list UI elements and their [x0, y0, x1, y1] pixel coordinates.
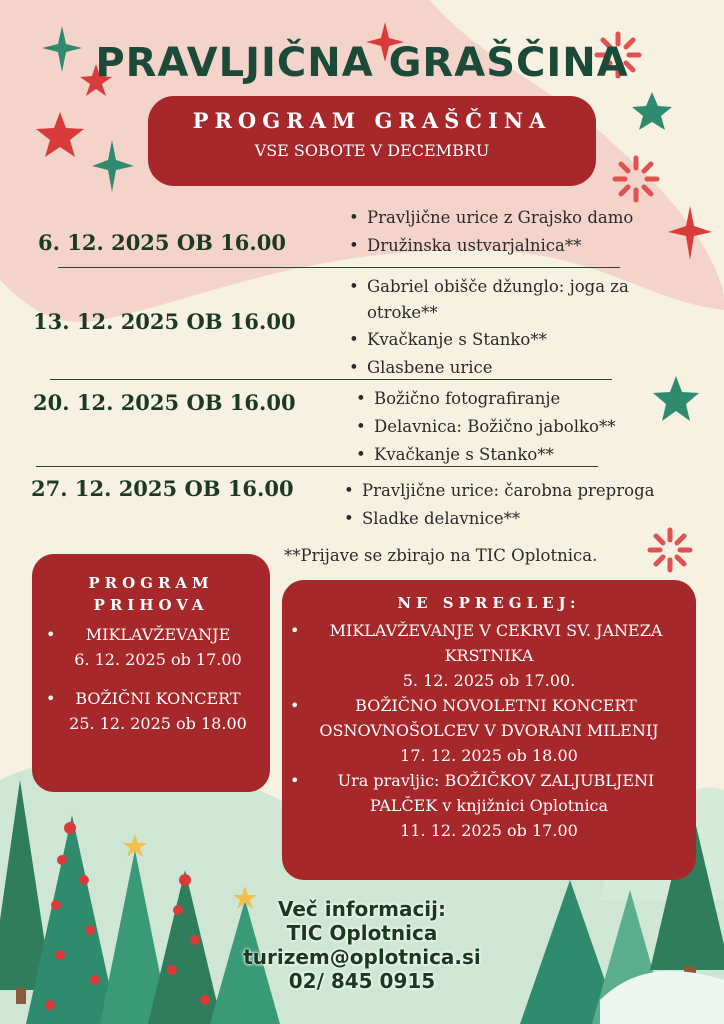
contact-info: [0, 897, 724, 993]
prihova-item: [46, 686, 256, 736]
ne-spreglej-item: [290, 768, 688, 843]
contact-email[interactable]: turizem@oplotnica.si: [243, 945, 481, 969]
prihova-heading-line2: PRIHOVA: [93, 596, 209, 614]
star-icon: [653, 376, 699, 421]
ne-spreglej-box: [282, 580, 696, 880]
schedule-items: [345, 274, 667, 382]
schedule-date: 13. 12. 2025 OB 16.00: [33, 309, 296, 334]
event-line: PALČEK v knjižnici Oplotnica: [369, 796, 609, 815]
banner-heading: PROGRAM GRAŠČINA: [192, 108, 552, 133]
schedule-date: 6. 12. 2025 OB 16.00: [38, 230, 286, 255]
divider: [50, 379, 612, 380]
schedule-items: [352, 385, 615, 469]
page-title: PRAVLJIČNA GRAŠČINA: [95, 40, 629, 86]
prihova-item: [46, 622, 256, 672]
event-line: 5. 12. 2025 ob 17.00.: [402, 671, 576, 690]
event-line: 17. 12. 2025 ob 18.00: [400, 746, 578, 765]
prihova-item-when: 25. 12. 2025 ob 18.00: [69, 714, 247, 733]
program-prihova-box: [32, 554, 270, 792]
ne-spreglej-list: [290, 618, 688, 843]
schedule-item: • Gabriel obišče džunglo: joga za otroke**: [367, 274, 667, 326]
schedule-date: 20. 12. 2025 OB 16.00: [33, 390, 296, 415]
program-banner: [148, 96, 596, 186]
schedule-item: • Božično fotografiranje: [374, 385, 615, 413]
divider: [36, 466, 598, 467]
schedule-item: • Pravljične urice z Grajsko damo: [367, 204, 633, 232]
contact-phone: 02/ 845 0915: [288, 969, 436, 993]
event-line: • BOŽIČNO NOVOLETNI KONCERT: [355, 696, 637, 715]
event-line: OSNOVNOŠOLCEV V DVORANI MILENIJ: [319, 721, 659, 740]
contact-line: Več informacij:: [277, 897, 447, 921]
schedule-items: [340, 477, 654, 533]
divider: [58, 267, 620, 268]
ne-spreglej-item: [290, 693, 688, 768]
registration-note: **Prijave se zbirajo na TIC Oplotnica.: [284, 546, 598, 565]
prihova-item-name: • MIKLAVŽEVANJE: [85, 625, 231, 644]
schedule-item: • Pravljične urice: čarobna preproga: [362, 477, 654, 505]
prihova-item-when: 6. 12. 2025 ob 17.00: [74, 650, 242, 669]
contact-line: TIC Oplotnica: [286, 921, 438, 945]
event-line: • MIKLAVŽEVANJE V CEKRVI SV. JANEZA: [329, 621, 663, 640]
schedule-item: • Sladke delavnice**: [362, 505, 654, 533]
prihova-item-name: • BOŽIČNI KONCERT: [75, 689, 241, 708]
schedule-item: • Kvačkanje s Stanko**: [367, 326, 667, 354]
prihova-heading-line1: PROGRAM: [88, 574, 214, 592]
ne-spreglej-item: [290, 618, 688, 693]
event-line: 11. 12. 2025 ob 17.00: [400, 821, 578, 840]
schedule-item: • Delavnica: Božično jabolko**: [374, 413, 615, 441]
ne-spreglej-heading: NE SPREGLEJ:: [397, 594, 581, 612]
schedule-date: 27. 12. 2025 OB 16.00: [31, 476, 294, 501]
event-line: • Ura pravljic: BOŽIČKOV ZALJUBLJENI: [337, 771, 655, 790]
schedule-items: [345, 204, 633, 260]
prihova-list: [46, 622, 256, 736]
banner-subtitle: VSE SOBOTE V DECEMBRU: [254, 141, 490, 160]
event-line: KRSTNIKA: [444, 646, 534, 665]
schedule-item: • Kvačkanje s Stanko**: [374, 441, 615, 469]
schedule-item: • Družinska ustvarjalnica**: [367, 232, 633, 260]
snowflake-icon: [650, 530, 690, 570]
schedule-item: • Glasbene urice: [367, 354, 667, 382]
